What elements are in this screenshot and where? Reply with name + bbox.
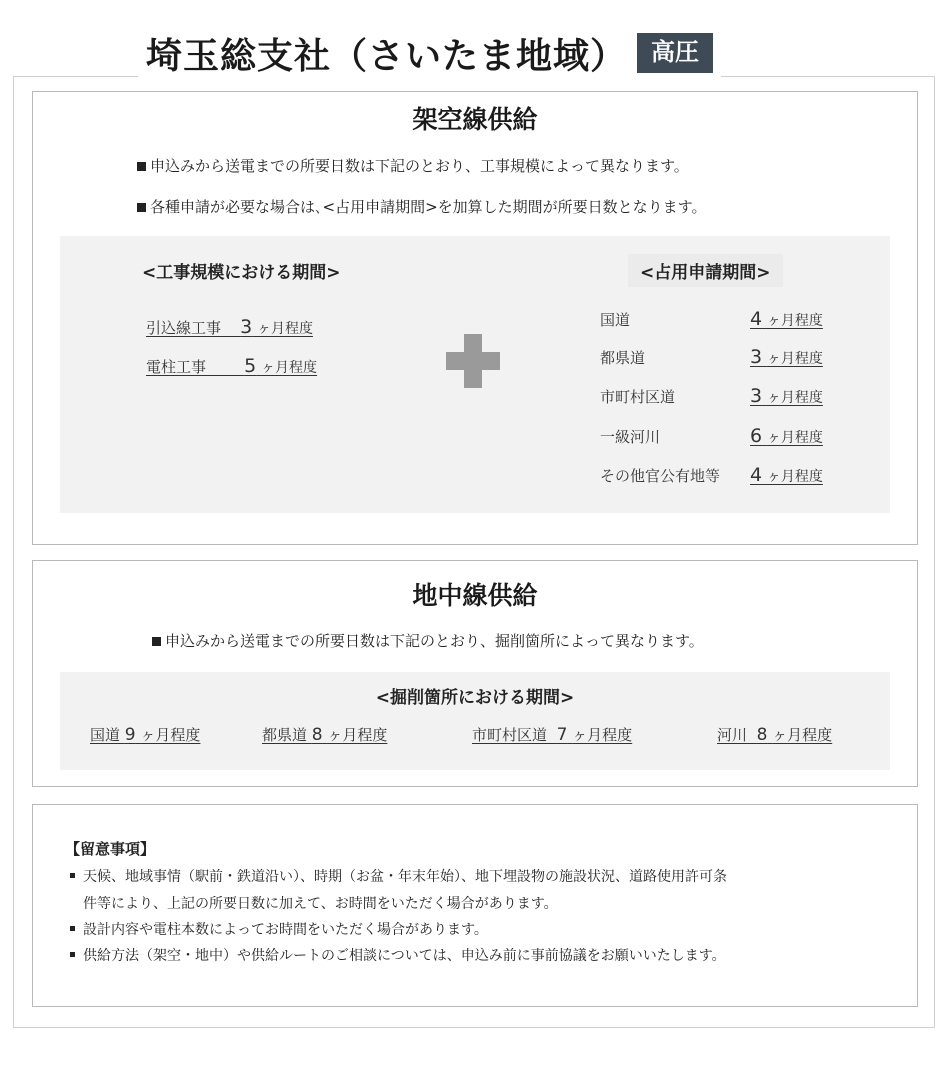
scale-heading: <工事規模における期間> bbox=[142, 263, 341, 283]
occupancy-item-prefectural-road: 都県道 3 ヶ月程度 bbox=[600, 346, 823, 368]
scale-item-pole: 電柱工事 5 ヶ月程度 bbox=[146, 355, 318, 377]
remarks-title: 【留意事項】 bbox=[65, 840, 156, 858]
page-title: 埼玉総支社（さいたま地域） bbox=[146, 35, 628, 77]
plus-icon bbox=[446, 334, 500, 388]
square-bullet-icon bbox=[137, 203, 146, 212]
excavation-item-national-road: 国道 9 ヶ月程度 bbox=[90, 725, 201, 745]
page-header bbox=[138, 28, 721, 78]
voltage-badge: 高圧 bbox=[637, 33, 713, 73]
excavation-item-river: 河川 8 ヶ月程度 bbox=[717, 725, 833, 745]
scale-item-lead-in: 引込線工事 3 ヶ月程度 bbox=[146, 316, 313, 338]
remarks-line-1-cont: 件等により、上記の所要日数に加えて、お時間をいただく場合があります。 bbox=[83, 896, 558, 912]
bullet-icon bbox=[70, 952, 75, 957]
remarks-line-2: 設計内容や電柱本数によってお時間をいただく場合があります。 bbox=[70, 919, 488, 939]
remarks-line-1: 天候、地域事情（駅前・鉄道沿い）、時期（お盆・年末年始）、地下埋設物の施設状況、道路使用許可条 bbox=[70, 866, 727, 886]
excavation-item-prefectural-road: 都県道 8 ヶ月程度 bbox=[262, 725, 388, 745]
underground-note: 申込みから送電までの所要日数は下記のとおり、掘削箇所によって異なります。 bbox=[152, 630, 704, 651]
bullet-icon bbox=[70, 926, 75, 931]
underground-title: 地中線供給 bbox=[412, 581, 538, 610]
excavation-item-municipal-road: 市町村区道 7 ヶ月程度 bbox=[472, 725, 633, 745]
occupancy-heading: <占用申請期間> bbox=[628, 254, 783, 287]
occupancy-item-other-public-land: その他官公有地等 4 ヶ月程度 bbox=[600, 464, 823, 486]
occupancy-item-municipal-road: 市町村区道 3 ヶ月程度 bbox=[600, 385, 823, 407]
bullet-icon bbox=[70, 873, 75, 878]
occupancy-item-national-road: 国道 4 ヶ月程度 bbox=[600, 308, 823, 330]
occupancy-item-class1-river: 一級河川 6 ヶ月程度 bbox=[600, 425, 823, 447]
square-bullet-icon bbox=[137, 162, 146, 171]
remarks-line-3: 供給方法（架空・地中）や供給ルートのご相談については、申込み前に事前協議をお願いいたします。 bbox=[70, 945, 726, 965]
overhead-note-2: 各種申請が必要な場合は､<占用申請期間>を加算した期間が所要日数となります。 bbox=[137, 196, 706, 217]
square-bullet-icon bbox=[152, 637, 161, 646]
excavation-heading: <掘削箇所における期間> bbox=[375, 688, 575, 708]
overhead-title: 架空線供給 bbox=[412, 105, 538, 134]
overhead-note-1: 申込みから送電までの所要日数は下記のとおり、工事規模によって異なります。 bbox=[137, 155, 689, 176]
